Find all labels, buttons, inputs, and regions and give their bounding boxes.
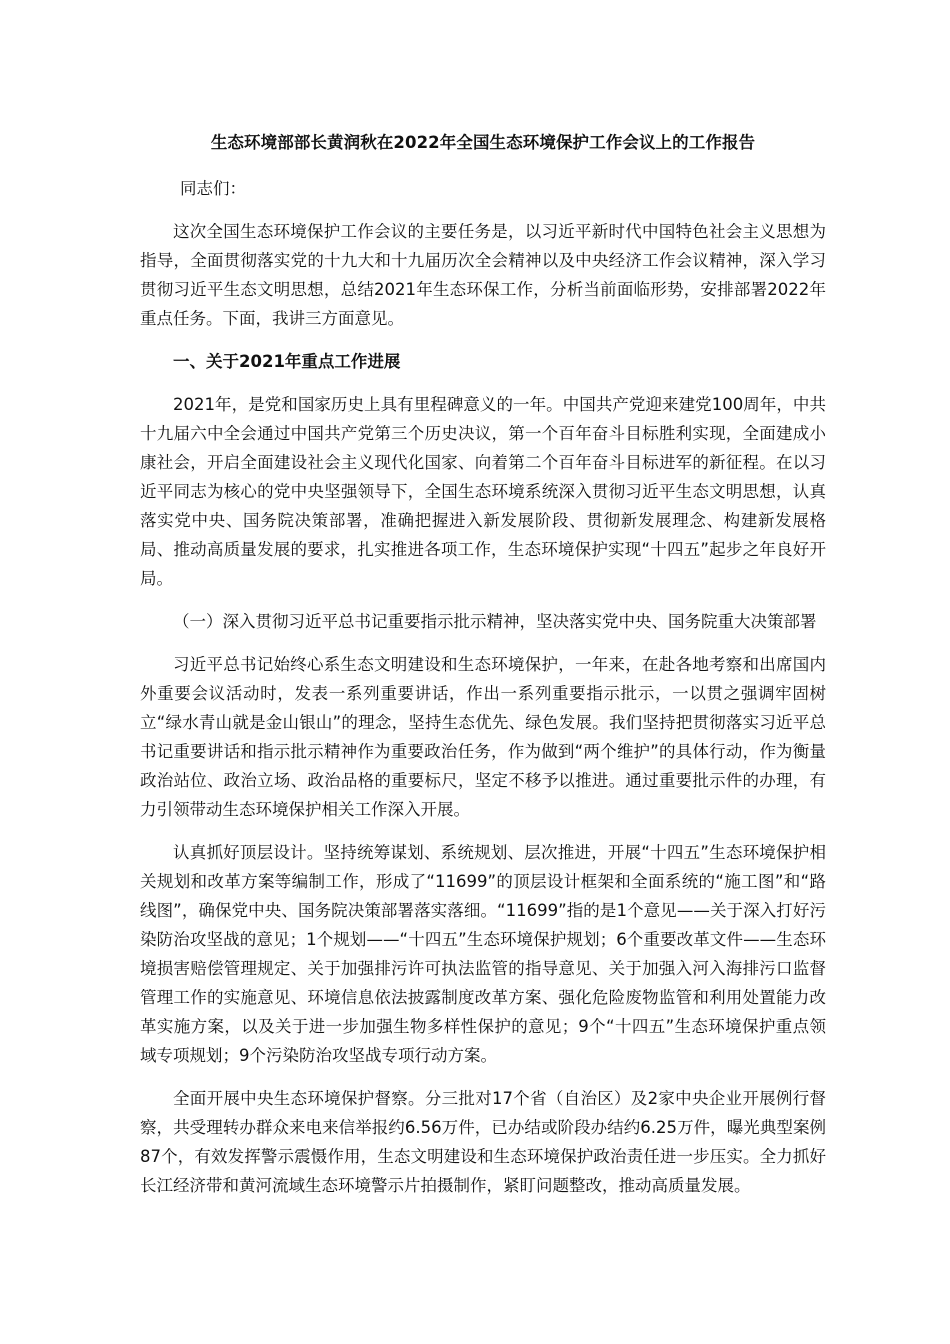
salutation: 同志们： — [180, 179, 246, 198]
subsection-1-heading: （一）深入贯彻习近平总书记重要指示批示精神，坚决落实党中央、国务院重大决策部署 — [173, 612, 817, 631]
subsection-1-paragraph-3: 全面开展中央生态环境保护督察。分三批对17个省（自治区）及2家中央企业开展例行督察，共受理转办群众来电来信举报约6.56万件，已办结或阶段办结约6.25万件，曝光典型案例87个，有效发挥警示震慑作用，生态文明建设和生态环境保护政治责任进一步压实。全力抓好长江经济带和黄河流域生态环境警示片拍摄制作，紧盯问题整改，推动高质量发展。 — [140, 1089, 826, 1195]
section-1-paragraph-1: 2021年，是党和国家历史上具有里程碑意义的一年。中国共产党迎来建党100周年，中共十九届六中全会通过中国共产党第三个历史决议，第一个百年奋斗目标胜利实现，全面建成小康社会，开启全面建设社会主义现代化国家、向着第二个百年奋斗目标进军的新征程。在以习近平同志为核心的党中央坚强领导下，全国生态环境系统深入贯彻习近平生态文明思想，认真落实党中央、国务院决策部署，准确把握进入新发展阶段、贯彻新发展理念、构建新发展格局、推动高质量发展的要求，扎实推进各项工作，生态环境保护实现“十四五”起步之年良好开局。 — [140, 395, 826, 588]
section-1-heading: 一、关于2021年重点工作进展 — [173, 352, 401, 371]
subsection-1-paragraph-1: 习近平总书记始终心系生态文明建设和生态环境保护，一年来，在赴各地考察和出席国内外重要会议活动时，发表一系列重要讲话，作出一系列重要指示批示，一以贯之强调牢固树立“绿水青山就是金山银山”的理念，坚持生态优先、绿色发展。我们坚持把贯彻落实习近平总书记重要讲话和指示批示精神作为重要政治任务，作为做到“两个维护”的具体行动，作为衡量政治站位、政治立场、政治品格的重要标尺，坚定不移予以推进。通过重要批示件的办理，有力引领带动生态环境保护相关工作深入开展。 — [140, 655, 826, 819]
document-title: 生态环境部部长黄润秋在2022年全国生态环境保护工作会议上的工作报告 — [210, 133, 756, 152]
document-body — [140, 128, 826, 1214]
subsection-1-paragraph-2: 认真抓好顶层设计。坚持统筹谋划、系统规划、层次推进，开展“十四五”生态环境保护相关规划和改革方案等编制工作，形成了“11699”的顶层设计框架和全面系统的“施工图”和“路线图”，确保党中央、国务院决策部署落实落细。“11699”指的是1个意见——关于深入打好污染防治攻坚战的意见；1个规划——“十四五”生态环境保护规划；6个重要改革文件——生态环境损害赔偿管理规定、关于加强排污许可执法监管的指导意见、关于加强入河入海排污口监督管理工作的实施意见、环境信息依法披露制度改革方案、强化危险废物监管和利用处置能力改革实施方案，以及关于进一步加强生物多样性保护的意见；9个“十四五”生态环境保护重点领域专项规划；9个污染防治攻坚战专项行动方案。 — [140, 843, 826, 1065]
intro-paragraph: 这次全国生态环境保护工作会议的主要任务是，以习近平新时代中国特色社会主义思想为指导，全面贯彻落实党的十九大和十九届历次全会精神以及中央经济工作会议精神，深入学习贯彻习近平生态文明思想，总结2021年生态环保工作，分析当前面临形势，安排部署2022年重点任务。下面，我讲三方面意见。 — [140, 222, 826, 328]
